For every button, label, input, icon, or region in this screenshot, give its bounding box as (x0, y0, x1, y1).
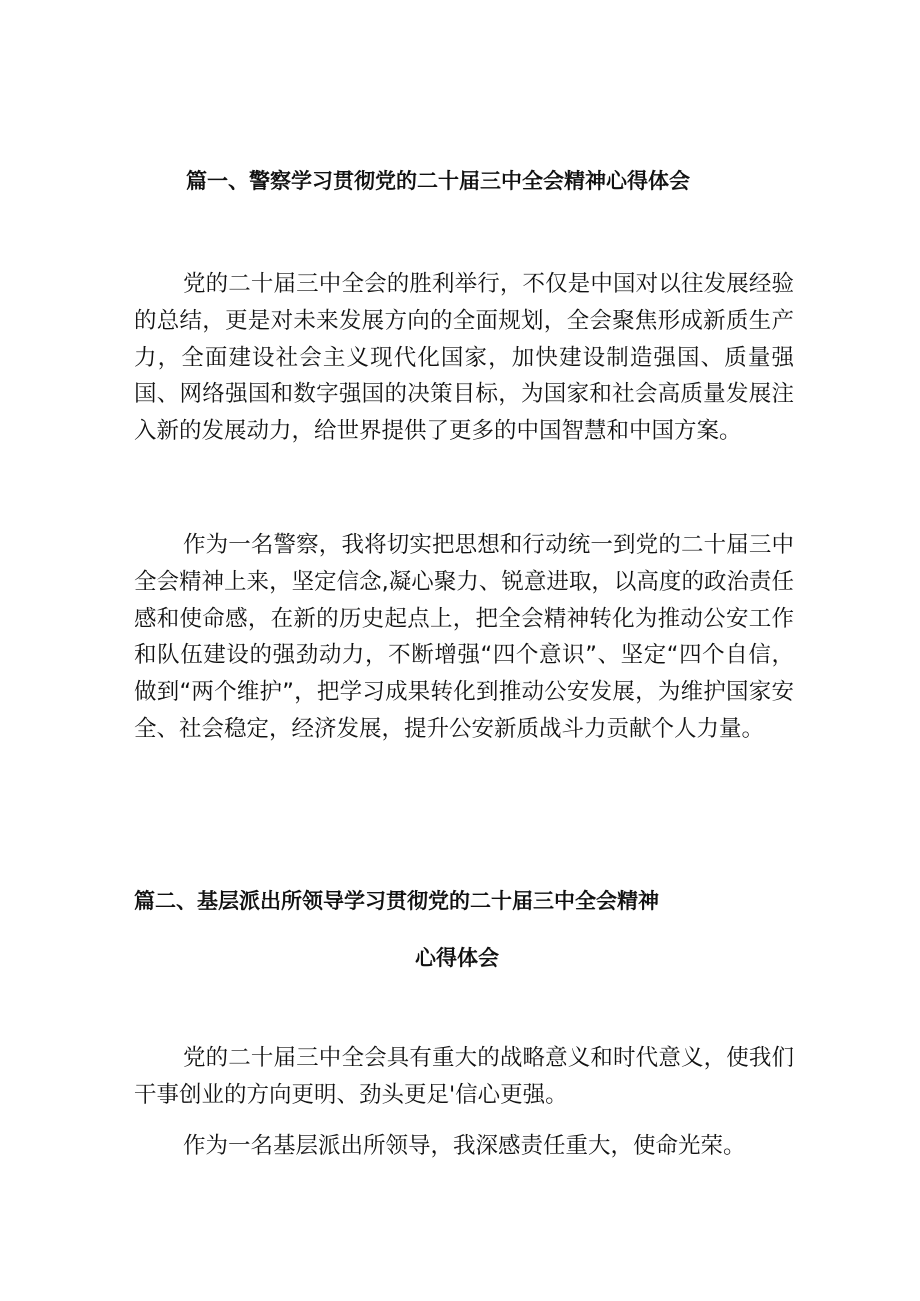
section1-paragraph-2: 作为一名警察，我将切实把思想和行动统一到党的二十届三中全会精神上来，坚定信念,凝心聚力、锐意进取，以高度的政治责任感和使命感，在新的历史起点上，把全会精神转化为推动公安工作和队伍建设的强劲动力，不断增强“四个意识”、坚定“四个自信，做到“两个维护”，把学习成果转化到推动公安发展，为维护国家安全、社会稳定，经济发展，提升公安新质战斗力贡献个人力量。 (134, 532, 794, 742)
section2-heading-line2: 心得体会 (415, 946, 499, 970)
section1-heading: 篇一、警察学习贯彻党的二十届三中全会精神心得体会 (186, 169, 690, 193)
section2-paragraph-1: 党的二十届三中全会具有重大的战略意义和时代意义，使我们干事创业的方向更明、劲头更足'信心更强。 (134, 1045, 794, 1108)
section2-paragraph-2: 作为一名基层派出所领导，我深感责任重大，使命光荣。 (183, 1133, 746, 1159)
section1-paragraph-1: 党的二十届三中全会的胜利举行，不仅是中国对以往发展经验的总结，更是对未来发展方向的全面规划，全会聚焦形成新质生产力，全面建设社会主义现代化国家，加快建设制造强国、质量强国、网络强国和数字强国的决策目标，为国家和社会高质量发展注入新的发展动力，给世界提供了更多的中国智慧和中国方案。 (134, 271, 794, 445)
section2-heading-line1: 篇二、基层派出所领导学习贯彻党的二十届三中全会精神 (134, 889, 659, 913)
